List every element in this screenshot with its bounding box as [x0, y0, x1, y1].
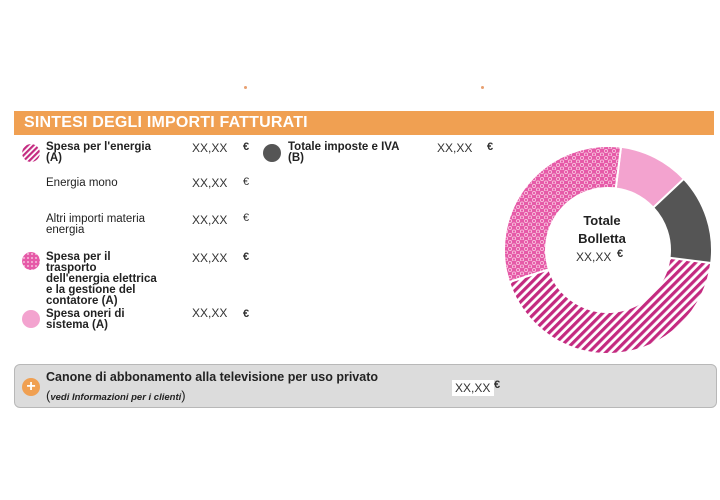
- transport-dots-icon: [22, 252, 40, 270]
- taxes-currency: €: [487, 141, 494, 153]
- taxes-label: Totale imposte e IVA (B): [288, 141, 400, 164]
- oneri-currency: €: [243, 308, 250, 320]
- altri-importi-amount: XX,XX: [192, 213, 228, 227]
- taxes-amount: XX,XX: [437, 141, 473, 155]
- plus-icon[interactable]: +: [22, 378, 40, 396]
- decorative-dot: [481, 86, 484, 89]
- canone-subtitle: (vedi Informazioni per i clienti): [46, 388, 186, 403]
- total-bill-currency: €: [617, 248, 624, 260]
- total-bill-label: Totale Bolletta: [578, 213, 626, 246]
- total-bill-amount: XX,XX: [576, 250, 612, 264]
- oneri-icon: [22, 310, 40, 328]
- canone-title: Canone di abbonamento alla televisione per uso privato: [46, 370, 379, 384]
- transport-currency: €: [243, 251, 250, 263]
- decorative-dot: [244, 86, 247, 89]
- canone-amount: XX,XX: [455, 381, 491, 395]
- oneri-label: Spesa oneri di sistema (A): [46, 308, 125, 331]
- energy-currency: €: [243, 141, 250, 153]
- altri-importi-currency: €: [243, 212, 250, 224]
- canone-currency: €: [494, 379, 501, 391]
- section-title: SINTESI DEGLI IMPORTI FATTURATI: [14, 111, 714, 135]
- energy-hatch-icon: [22, 144, 40, 162]
- energia-mono-label: Energia mono: [46, 177, 118, 189]
- oneri-amount: XX,XX: [192, 306, 228, 320]
- altri-importi-label: Altri importi materia energia: [46, 213, 146, 236]
- taxes-icon: [263, 144, 281, 162]
- transport-amount: XX,XX: [192, 251, 228, 265]
- energia-mono-amount: XX,XX: [192, 176, 228, 190]
- transport-label: Spesa per il trasporto dell'energia elettrica e la gestione del contatore (A): [46, 251, 157, 307]
- energia-mono-currency: €: [243, 176, 250, 188]
- energy-amount: XX,XX: [192, 141, 228, 155]
- energy-label: Spesa per l'energia (A): [46, 141, 152, 164]
